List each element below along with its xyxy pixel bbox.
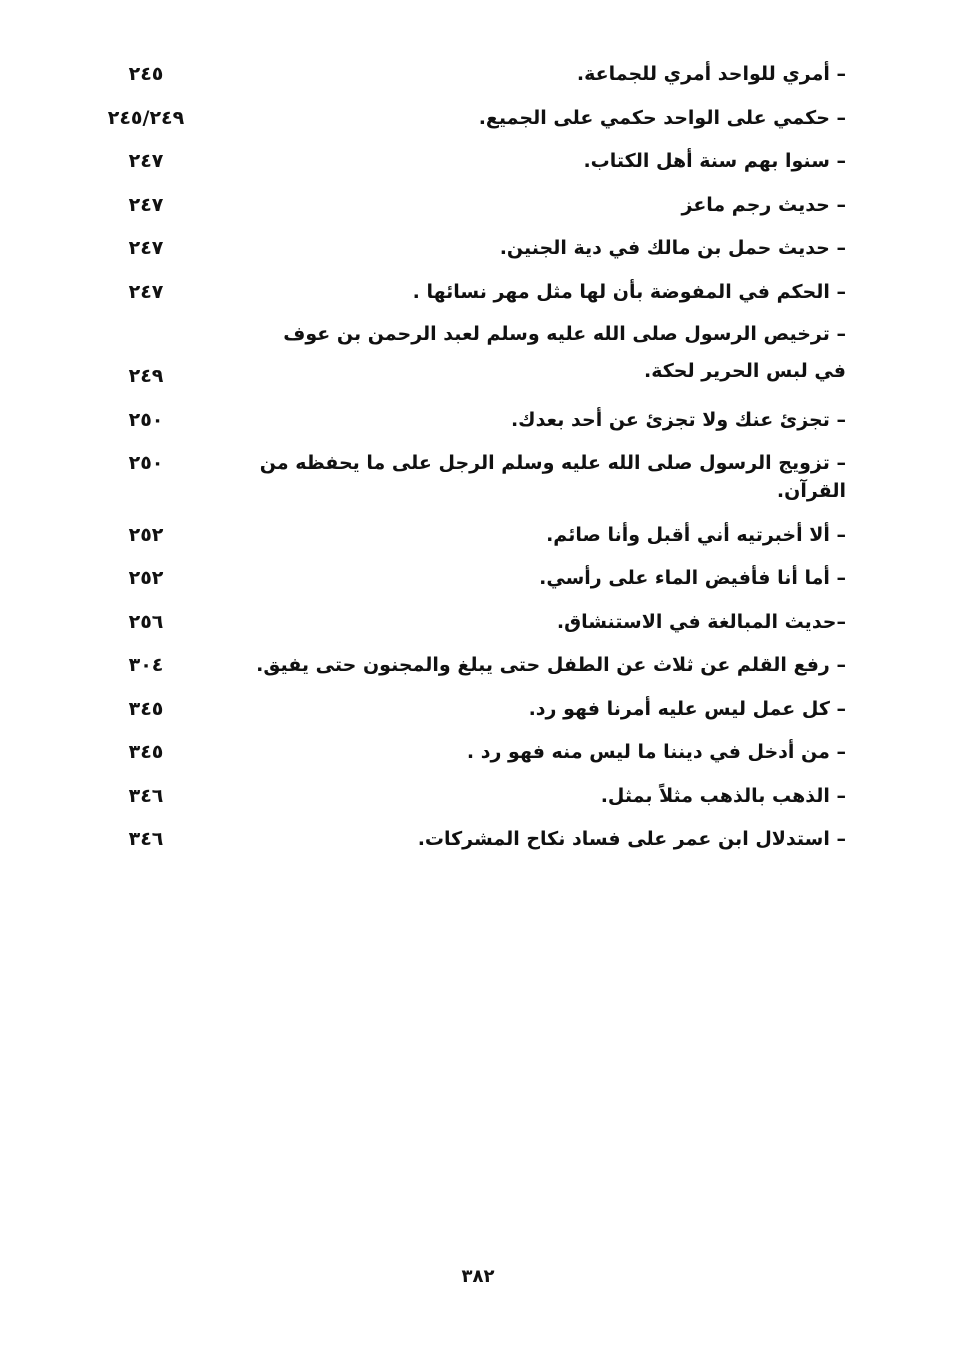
entry-text: – أما أنا فأفيض الماء على رأسي.: [539, 567, 846, 589]
footer-page-number: ٣٨٢: [461, 1266, 495, 1287]
entry-text: – أمري للواحد أمري للجماعة.: [576, 63, 846, 85]
index-entry: [86, 608, 846, 636]
index-entry: [86, 406, 846, 434]
entry-text: –حديث المبالغة في الاستنشاق.: [556, 610, 846, 633]
entry-page-number: ٣٤٥: [128, 697, 164, 720]
index-entry: [86, 564, 846, 592]
index-entry: [86, 147, 846, 175]
entry-text: – حديث رجم ماعز: [681, 193, 846, 216]
entry-page-number: ٢٥٠: [128, 452, 164, 474]
entry-text: – تزويج الرسول صلى الله عليه وسلم الرجل على ما يحفظه من القرآن.: [259, 452, 846, 502]
index-entry: [86, 651, 846, 679]
entry-text: – الحكم في المفوضة بأن لها مثل مهر نسائها .: [412, 280, 846, 303]
entry-page-number: ٢٤٥/٢٤٩: [107, 106, 185, 129]
entry-page-number: ٢٤٧: [128, 150, 164, 172]
index-entry: [86, 695, 846, 723]
entry-page-number: ٢٤٥: [128, 63, 164, 85]
index-entry: [86, 234, 846, 262]
entry-text: – استدلال ابن عمر على فساد نكاح المشركات.: [417, 828, 846, 850]
index-entry: [86, 60, 846, 88]
index-entry: [86, 321, 846, 390]
entry-page-number: ٢٤٧: [128, 237, 164, 259]
index-entry: [86, 738, 846, 766]
index-entry: [86, 191, 846, 219]
index-entry: [86, 782, 846, 810]
entry-page-number: ٣٠٤: [128, 654, 164, 676]
entry-text: – كل عمل ليس عليه أمرنا فهو رد.: [528, 697, 846, 720]
entry-page-number: ٢٥٦: [128, 610, 164, 633]
entry-text: – حديث حمل بن مالك في دية الجنين.: [499, 237, 846, 259]
entry-page-number: ٣٤٦: [128, 784, 164, 807]
entry-page-number: ٢٥٢: [128, 523, 164, 546]
index-entry: [86, 104, 846, 132]
entry-page-number: ٣٤٥: [128, 741, 164, 763]
entry-page-number: ٢٥٢: [128, 567, 164, 589]
index-entry: [86, 449, 846, 505]
entry-text: – حكمي على الواحد حكمي على الجميع.: [478, 106, 846, 129]
entry-page-number: ٢٤٩: [128, 365, 164, 387]
entry-text: – ألا أخبرتيه أني أقبل وأنا صائم.: [546, 523, 846, 546]
entry-text: – ترخيص الرسول صلى الله عليه وسلم لعبد الرحمن بن عوف في لبس الحرير لحكة.: [283, 323, 846, 382]
hadith-index-list: [86, 60, 846, 869]
entry-text: – الذهب بالذهب مثلاً بمثل.: [600, 784, 846, 807]
entry-page-number: ٢٥٠: [128, 408, 164, 431]
entry-page-number: ٣٤٦: [128, 828, 164, 850]
entry-page-number: ٢٤٧: [128, 193, 164, 216]
entry-text: – تجزئ عنك ولا تجزئ عن أحد بعدك.: [510, 408, 846, 431]
entry-text: – رفع القلم عن ثلاث عن الطفل حتى يبلغ والمجنون حتى يفيق.: [256, 654, 846, 676]
entry-page-number: ٢٤٧: [128, 280, 164, 303]
index-entry: [86, 278, 846, 306]
entry-text: – من أدخل في ديننا ما ليس منه فهو رد .: [466, 741, 846, 763]
index-entry: [86, 825, 846, 853]
index-entry: [86, 521, 846, 549]
entry-text: – سنوا بهم سنة أهل الكتاب.: [583, 150, 846, 172]
